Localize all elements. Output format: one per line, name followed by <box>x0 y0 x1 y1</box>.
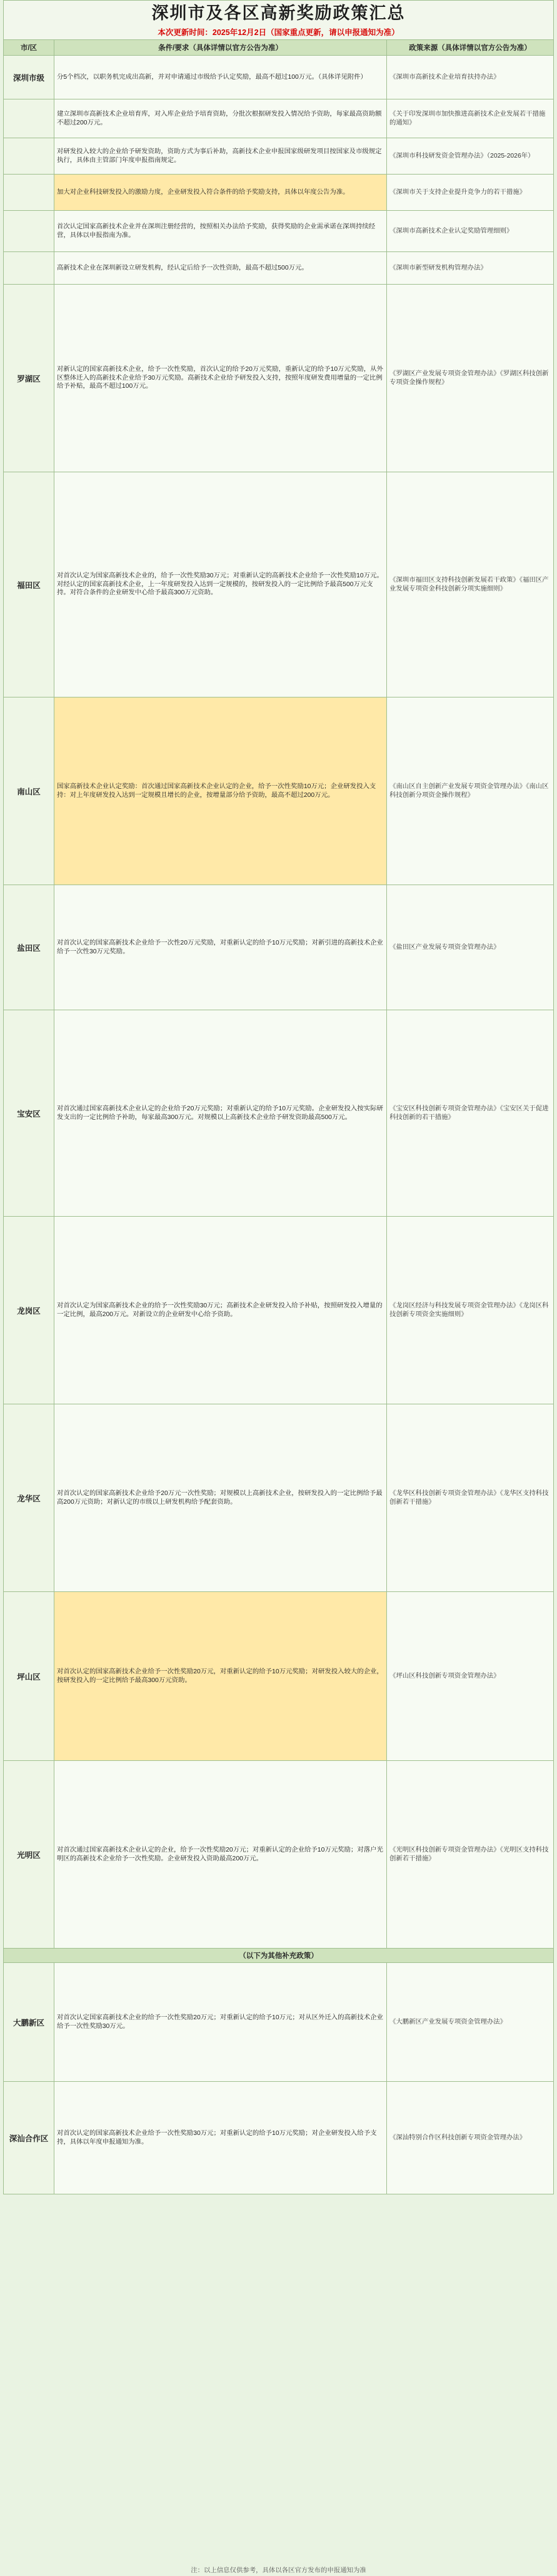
condition-cell: 首次认定国家高新技术企业并在深圳注册经营的，按照相关办法给予奖励，获得奖励的企业需承诺在深圳持续经营，具体以申报指南为准。 <box>54 211 387 252</box>
header-content: 条件/要求（具体详情以官方公告为准） <box>54 40 387 56</box>
source-cell: 《罗湖区产业发展专项资金管理办法》《罗湖区科技创新专项资金操作规程》 <box>387 285 554 472</box>
district-cell: 龙华区 <box>4 1404 54 1592</box>
condition-cell: 对首次认定的国家高新技术企业给予一次性20万元奖励，对重新认定的给予10万元奖励；对新引进的高新技术企业给予一次性30万元奖励。 <box>54 885 387 1010</box>
district-cell: 福田区 <box>4 472 54 697</box>
condition-cell: 对首次认定为国家高新技术企业的给予一次性奖励30万元；高新技术企业研发投入给予补贴，按照研发投入增量的一定比例，最高200万元。对新设立的企业研发中心给予资助。 <box>54 1217 387 1404</box>
table-row <box>4 138 554 175</box>
condition-cell: 对首次认定的国家高新技术企业给予一次性奖励20万元，对重新认定的给予10万元奖励；对研发投入较大的企业，按研发投入的一定比例给予最高300万元资助。 <box>54 1592 387 1761</box>
table-row <box>4 252 554 285</box>
district-cell: 罗湖区 <box>4 285 54 472</box>
district-cell <box>4 175 54 211</box>
table-row <box>4 175 554 211</box>
section-label: （以下为其他补充政策） <box>4 1949 554 1963</box>
source-cell: 《深圳市高新技术企业培育扶持办法》 <box>387 56 554 99</box>
source-cell: 《盐田区产业发展专项资金管理办法》 <box>387 885 554 1010</box>
update-notice: 本次更新时间：2025年12月2日（国家重点更新，请以申报通知为准） <box>3 26 554 39</box>
condition-cell: 对首次认定为国家高新技术企业的，给予一次性奖励30万元；对重新认定的高新技术企业给予一次性奖励10万元。对经认定的国家高新技术企业，上一年度研发投入达到一定规模的，按研发投入的一定比例给予最高500万元支持。对符合条件的企业研发中心给予最高300万元资助。 <box>54 472 387 697</box>
table-row <box>4 56 554 99</box>
condition-cell: 建立深圳市高新技术企业培育库，对入库企业给予培育资助，分批次根据研发投入情况给予资助，每家最高资助额不超过200万元。 <box>54 99 387 138</box>
section-divider-row <box>4 1949 554 1963</box>
condition-cell: 对首次认定的国家高新技术企业给予一次性奖励30万元；对重新认定的给予10万元奖励；对企业研发投入给予支持，具体以年度申报通知为准。 <box>54 2082 387 2194</box>
table-body <box>4 56 554 2194</box>
source-cell: 《深圳市关于支持企业提升竞争力的若干措施》 <box>387 175 554 211</box>
district-cell <box>4 138 54 175</box>
condition-cell: 对首次通过国家高新技术企业认定的企业给予20万元奖励；对重新认定的给予10万元奖励。企业研发投入按实际研发支出的一定比例给予补助，每家最高300万元。对规模以上高新技术企业给予研发资助最高500万元。 <box>54 1010 387 1217</box>
condition-cell: 对新认定的国家高新技术企业，给予一次性奖励，首次认定的给予20万元奖励，重新认定的给予10万元奖励，从外区整体迁入的高新技术企业给予30万元奖励。高新技术企业给予研发投入支持，按照年度研发费用增量的一定比例给予补贴，最高不超过100万元。 <box>54 285 387 472</box>
table-row <box>4 697 554 885</box>
district-cell: 深圳市级 <box>4 56 54 99</box>
condition-cell: 国家高新技术企业认定奖励：首次通过国家高新技术企业认定的企业，给予一次性奖励10万元；企业研发投入支持：对上年度研发投入达到一定规模且增长的企业，按增量部分给予资助，最高不超过200万元。 <box>54 697 387 885</box>
table-row <box>4 472 554 697</box>
table-row <box>4 99 554 138</box>
source-cell: 《深圳市新型研发机构管理办法》 <box>387 252 554 285</box>
table-row <box>4 211 554 252</box>
table-row <box>4 1010 554 1217</box>
district-cell: 盐田区 <box>4 885 54 1010</box>
table-row <box>4 1592 554 1761</box>
table-row <box>4 1217 554 1404</box>
table-row <box>4 1404 554 1592</box>
table-row <box>4 1761 554 1949</box>
table-row <box>4 2082 554 2194</box>
district-cell: 宝安区 <box>4 1010 54 1217</box>
table-row <box>4 1963 554 2082</box>
source-cell: 《南山区自主创新产业发展专项资金管理办法》《南山区科技创新分项资金操作规程》 <box>387 697 554 885</box>
source-cell: 《光明区科技创新专项资金管理办法》《光明区支持科技创新若干措施》 <box>387 1761 554 1949</box>
header-source: 政策来源（具体详情以官方公告为准） <box>387 40 554 56</box>
policy-table <box>3 39 554 2194</box>
source-cell: 《龙华区科技创新专项资金管理办法》《龙华区支持科技创新若干措施》 <box>387 1404 554 1592</box>
condition-cell: 对研发投入较大的企业给予研发资助，资助方式为事后补助，高新技术企业申报国家级研发项目按国家及市级规定执行，具体由主管部门年度申报指南规定。 <box>54 138 387 175</box>
source-cell: 《深圳市高新技术企业认定奖励管理细则》 <box>387 211 554 252</box>
district-cell: 龙岗区 <box>4 1217 54 1404</box>
condition-cell: 对首次认定的国家高新技术企业给予20万元一次性奖励；对规模以上高新技术企业，按研发投入的一定比例给予最高200万元资助；对新认定的市级以上研发机构给予配套资助。 <box>54 1404 387 1592</box>
condition-cell: 加大对企业科技研发投入的激励力度，企业研发投入符合条件的给予奖励支持，具体以年度公告为准。 <box>54 175 387 211</box>
condition-cell: 分5个档次，以职务机完成出高新，并对申请通过市级给予认定奖励，最高不超过100万元。（具体详见附件） <box>54 56 387 99</box>
table-row <box>4 285 554 472</box>
source-cell: 《宝安区科技创新专项资金管理办法》《宝安区关于促进科技创新的若干措施》 <box>387 1010 554 1217</box>
source-cell: 《坪山区科技创新专项资金管理办法》 <box>387 1592 554 1761</box>
condition-cell: 对首次通过国家高新技术企业认定的企业，给予一次性奖励20万元；对重新认定的企业给予10万元奖励；对落户光明区的高新技术企业给予一次性奖励。企业研发投入资助最高200万元。 <box>54 1761 387 1949</box>
footer-note: 注：以上信息仅供参考，具体以各区官方发布的申报通知为准 <box>191 2567 366 2574</box>
district-cell <box>4 99 54 138</box>
district-cell: 南山区 <box>4 697 54 885</box>
district-cell: 坪山区 <box>4 1592 54 1761</box>
district-cell: 大鹏新区 <box>4 1963 54 2082</box>
district-cell: 深汕合作区 <box>4 2082 54 2194</box>
district-cell <box>4 252 54 285</box>
table-header-row <box>4 40 554 56</box>
header-district: 市/区 <box>4 40 54 56</box>
source-cell: 《深圳市福田区支持科技创新发展若干政策》《福田区产业发展专项资金科技创新分项实施细则》 <box>387 472 554 697</box>
page-title: 深圳市及各区高新奖励政策汇总 <box>3 0 554 26</box>
source-cell: 《深汕特别合作区科技创新专项资金管理办法》 <box>387 2082 554 2194</box>
source-cell: 《大鹏新区产业发展专项资金管理办法》 <box>387 1963 554 2082</box>
table-row <box>4 885 554 1010</box>
source-cell: 《龙岗区经济与科技发展专项资金管理办法》《龙岗区科技创新专项资金实施细则》 <box>387 1217 554 1404</box>
district-cell <box>4 211 54 252</box>
source-cell: 《深圳市科技研发资金管理办法》（2025-2026年） <box>387 138 554 175</box>
condition-cell: 对首次认定国家高新技术企业的给予一次性奖励20万元；对重新认定的给予10万元；对从区外迁入的高新技术企业给予一次性奖励30万元。 <box>54 1963 387 2082</box>
page <box>3 0 554 2574</box>
condition-cell: 高新技术企业在深圳新设立研发机构，经认定后给予一次性资助，最高不超过500万元。 <box>54 252 387 285</box>
district-cell: 光明区 <box>4 1761 54 1949</box>
source-cell: 《关于印发深圳市加快推进高新技术企业发展若干措施的通知》 <box>387 99 554 138</box>
